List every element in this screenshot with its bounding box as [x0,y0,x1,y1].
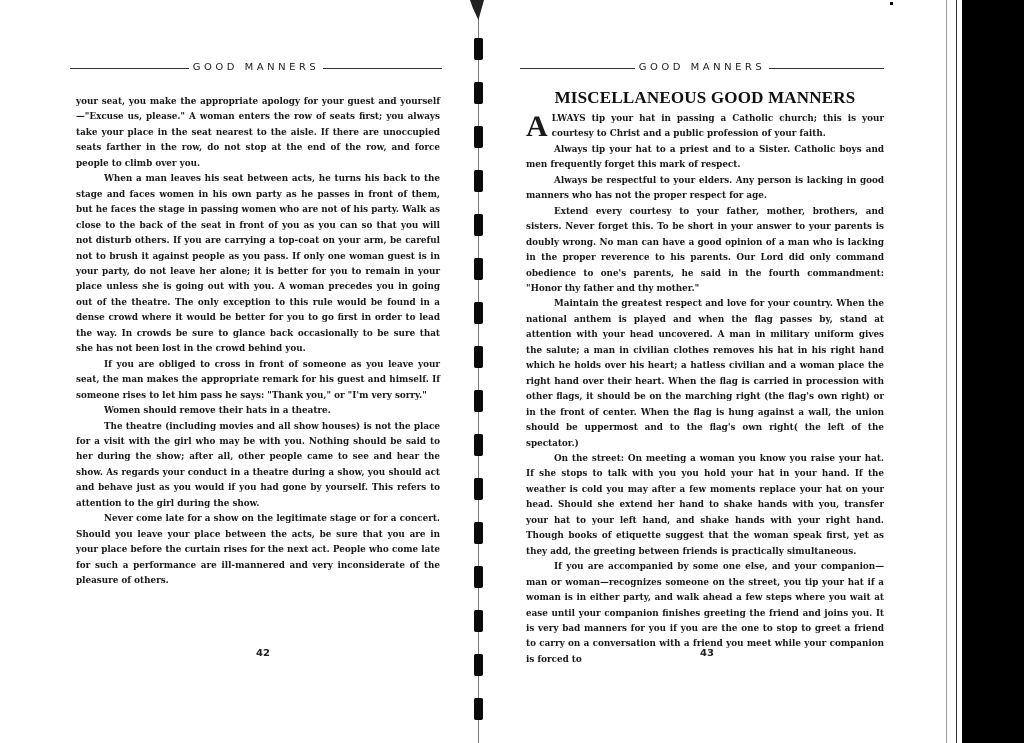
binding-ring [474,654,483,676]
paragraph: Maintain the greatest respect and love for your country. When the national anthem is played and when the flag passes by, stand at attention with your head uncovered. A man in military uniform gives the salute; a man in civilian clothes removes his hat in his right hand which he holds over his heart; a hatless civilian and a woman place the right hand over their heart. When the flag is carried in procession with other flags, it should be on the marching right (the flag's own right) or in the front of center. When the flag is hung against a wall, the union should be uppermost and to the flag's own right( the left of the spectator.) [526,299,884,449]
page-number-left: 42 [256,648,270,659]
running-head-left [70,62,442,73]
paragraph: Extend every courtesy to your father, mother, brothers, and sisters. Never forget this. To be short in your answer to your parents is doubly wrong. No man can have a good opinion of a man who is lacking in the proper reverence to his parents. Our Lord did only command obedience to one's parents, he said in the fourth commandment: "Honor thy father and thy mother." [526,206,884,294]
drop-cap: A [526,110,548,143]
binding-ring [474,258,483,280]
rule-right [769,68,884,69]
rule-left [70,68,189,69]
running-head-text: GOOD MANNERS [638,62,766,73]
paragraph: If you are accompanied by some one else, and your companion—man or woman—recognizes someone on the street, you tip your hat if a woman is in either party, and walk ahead a few steps where you wait at ease until your companion finishes greeting the friend and joins you. It is very bad manners for you if you are the one to stop to greet a friend to carry on a conversation with a friend you meet while your companion is forced to [526,562,884,665]
paragraph: Never come late for a show on the legitimate stage or for a concert. Should you leave your place between the acts, be sure that you are in your place before the curtain rises for the next act. People who come late for such a performance are ill-mannered and very inconsiderate of the pleasure of others. [76,514,440,587]
binding-ring [474,346,483,368]
binding-ring [474,566,483,588]
scan-border [962,0,1024,743]
binding-ring [474,302,483,324]
running-head-right [520,62,884,73]
page-edge-line [946,0,947,743]
binding-ring [474,478,483,500]
binding-top-mark [470,0,484,20]
paragraph: If you are obliged to cross in front of someone as you leave your seat, the man makes the appropriate remark for his guest and himself. If someone rises to let him pass he says: "Thank you," or "I'm very sorry." [76,359,440,401]
binding-ring [474,170,483,192]
scan-speck [890,2,893,5]
binding-ring [474,38,483,60]
binding-ring [474,434,483,456]
binding-ring [474,82,483,104]
chapter-title: MISCELLANEOUS GOOD MANNERS [554,88,856,107]
left-page [0,0,462,743]
paragraph: When a man leaves his seat between acts, he turns his back to the stage and faces women in his own party as he passes in front of them, but he faces the stage in passing women who are not of his party. Walk as close to the back of the seat in front of you as you can so that you will not disturb others. If you are carrying a top-coat on your arm, be careful not to brush it against people as you pass. If only one woman guest is in your party, do not leave her alone; it is better for you to remain in your place unless she is going out with you. A woman precedes you in going out of the theatre. The only exception to this rule would be found in a dense crowd where it would be better for you to go first in order to lead the way. In crowds be sure to glance back occasionally to be sure that she has not been lost in the crowd behind you. [76,174,440,355]
paragraph: The theatre (including movies and all show houses) is not the place for a visit with the girl who may be with you. Nothing should be said to her during the show; after all, other people came to see and hear the show. As regards your conduct in a theatre during a show, you should act and behave just as you would if you had gone by yourself. This refers to attention to the girl during the show. [76,421,440,509]
opening-paragraph [526,112,884,143]
page-number-right: 43 [700,648,714,659]
rule-right [323,68,442,69]
right-page [492,0,944,743]
scan-edge [944,0,1024,743]
opening-text: LWAYS tip your hat in passing a Catholic church; this is your courtesy to Christ and a public profession of your faith. [551,114,884,140]
paragraph: On the street: On meeting a woman you know you raise your hat. If she stops to talk with you you hold your hat in your hand. If the weather is cold you may after a few moments replace your hat on your head. Should she extend her hand to shake hands with you, transfer your hat to your left hand, and shake hands with your right hand. Though books of etiquette suggest that the woman speak first, yet as they add, the greeting between friends is practically simultaneous. [526,453,884,557]
rule-left [520,68,635,69]
paragraph: Always be respectful to your elders. Any person is lacking in good manners who has not the proper respect for age. [526,175,884,202]
spiral-binding [462,0,492,743]
paragraph: your seat, you make the appropriate apology for your guest and yourself—"Excuse us, please." A woman enters the row of seats first; you always take your place in the seat nearest to the aisle. If there are unoccupied seats farther in the row, do not stop at the end of the row, and force people to climb over you. [76,97,440,169]
running-head-text: GOOD MANNERS [192,62,320,73]
binding-ring [474,126,483,148]
paragraph: Women should remove their hats in a theatre. [104,406,331,417]
paragraph: Always tip your hat to a priest and to a Sister. Catholic boys and men frequently forget this mark of respect. [526,144,884,171]
binding-ring [474,610,483,632]
binding-ring [474,522,483,544]
binding-ring [474,390,483,412]
right-page-body [526,112,884,668]
page-edge-line [956,0,957,743]
binding-ring [474,698,483,720]
binding-ring [474,214,483,236]
left-page-body [76,95,440,590]
